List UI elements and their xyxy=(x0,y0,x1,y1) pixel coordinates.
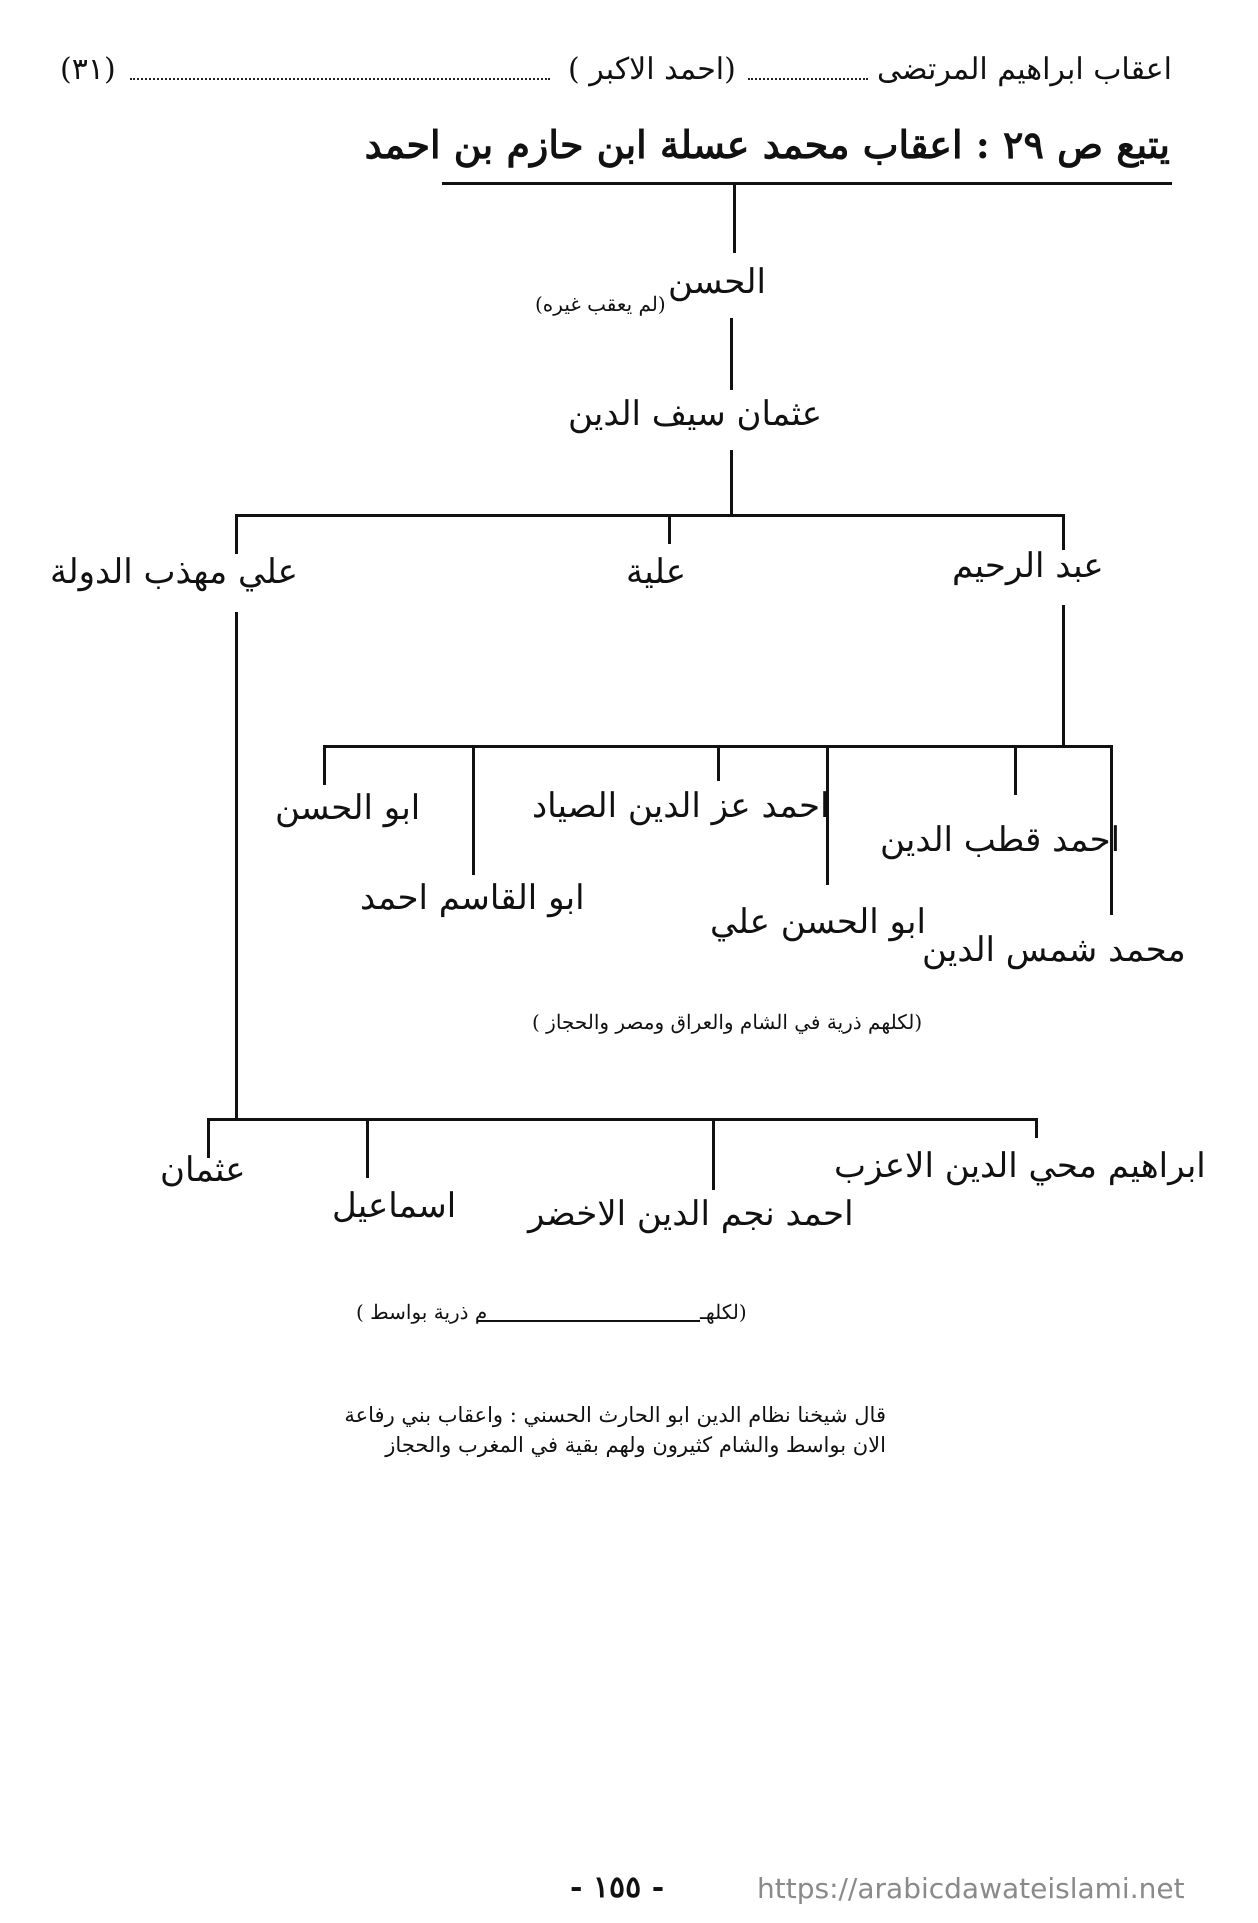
name-ali-muhadhdhab-al-dawla: علي مهذب الدولة xyxy=(50,552,298,592)
footnote-line-1: قال شيخنا نظام الدين ابو الحارث الحسني : واعقاب بني رفاعة xyxy=(344,1403,886,1427)
page-header-left: (٣١) xyxy=(60,52,116,87)
name-abu-al-qasim-ahmad: ابو القاسم احمد xyxy=(360,878,585,918)
note-ali-children-right: (لكلهـ xyxy=(700,1300,747,1324)
connector-line xyxy=(1035,1118,1038,1138)
name-uthman: عثمان xyxy=(160,1150,246,1190)
connector-line xyxy=(323,745,326,785)
connector-line xyxy=(733,185,736,253)
note-extension-line xyxy=(478,1320,700,1322)
name-aliya: علية xyxy=(626,552,687,592)
name-ahmad-najm-al-din: احمد نجم الدين الاخضر xyxy=(528,1194,854,1234)
name-abu-al-hasan: ابو الحسن xyxy=(275,788,421,828)
name-muhammad-shams-al-din: محمد شمس الدين xyxy=(922,930,1186,970)
name-abu-al-hasan-ali: ابو الحسن علي xyxy=(710,902,926,942)
watermark-url: https://arabicdawateislami.net xyxy=(757,1872,1185,1905)
note-hasan: (لم يعقب غيره) xyxy=(535,292,666,316)
page-header-middle: (احمد الاكبر ) xyxy=(568,52,736,87)
header-leader-dots xyxy=(748,78,868,80)
name-ibrahim-muhyi-al-din: ابراهيم محي الدين الاعزب xyxy=(834,1146,1206,1186)
connector-line xyxy=(235,612,238,1120)
name-abd-al-rahim: عبد الرحيم xyxy=(952,546,1104,586)
connector-line xyxy=(668,514,671,544)
connector-line xyxy=(1014,745,1017,795)
note-abd-al-rahim-children: (لكلهم ذرية في الشام والعراق ومصر والحجاز ) xyxy=(532,1010,923,1034)
connector-line xyxy=(717,745,720,781)
footnote-line-2: الان بواسط والشام كثيرون ولهم بقية في المغرب والحجاز xyxy=(385,1433,886,1457)
connector-line xyxy=(1062,514,1065,550)
name-hasan: الحسن xyxy=(668,262,766,302)
connector-line xyxy=(235,514,238,554)
name-ahmad-izz-al-din: احمد عز الدين الصياد xyxy=(532,786,830,826)
connector-line xyxy=(730,318,733,390)
note-ali-children-left: م ذرية بواسط ) xyxy=(356,1300,488,1324)
page-header-right: اعقاب ابراهيم المرتضى xyxy=(876,52,1172,87)
name-ismail: اسماعيل xyxy=(332,1186,457,1226)
connector-line xyxy=(235,514,1065,517)
name-ahmad-qutb-al-din: احمد قطب الدين xyxy=(880,820,1121,860)
page-number: - ١٥٥ - xyxy=(570,1870,665,1905)
name-uthman-sayf-al-din: عثمان سيف الدين xyxy=(568,394,823,434)
header-leader-dots xyxy=(130,78,550,80)
connector-line xyxy=(712,1118,715,1190)
title-underline xyxy=(442,182,1172,185)
connector-line xyxy=(730,450,733,516)
connector-line xyxy=(366,1118,369,1178)
connector-line xyxy=(1062,605,1065,745)
connector-line xyxy=(207,1118,1037,1121)
section-title: يتبع ص ٢٩ : اعقاب محمد عسلة ابن حازم بن احمد xyxy=(364,122,1170,167)
connector-line xyxy=(472,745,475,875)
